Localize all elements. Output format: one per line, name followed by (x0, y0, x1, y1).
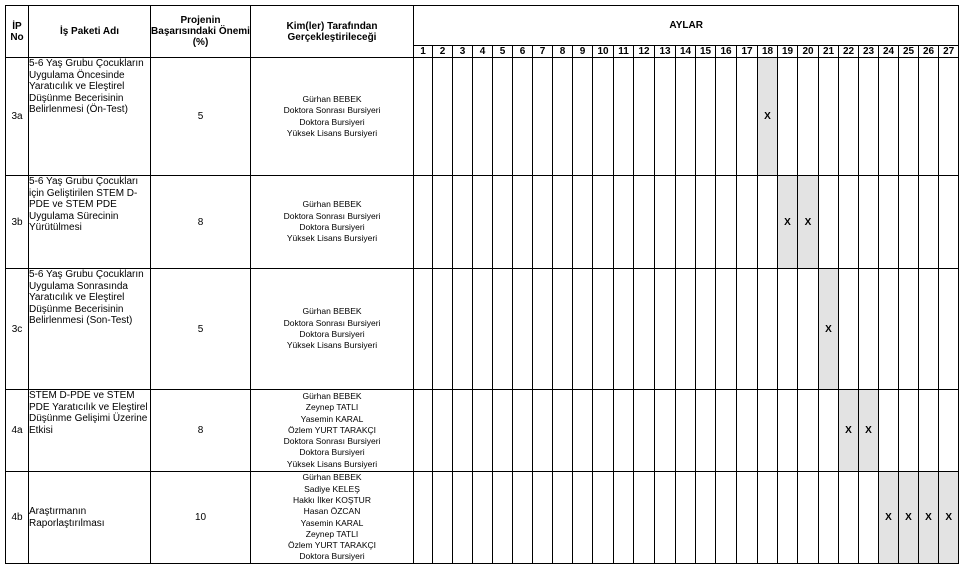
month-header-22: 22 (839, 46, 859, 58)
month-cell (839, 176, 859, 269)
responsible-person: Yasemin KARAL (300, 517, 364, 528)
header-ip-no: İP No (6, 6, 29, 58)
month-cell (716, 58, 737, 176)
month-cell (758, 390, 778, 472)
work-package-name-cell: 5-6 Yaş Grubu Çocukları için Geliştirilen STEM D-PDE ve STEM PDE Uygulama Sürecinin Yürütülmesi (29, 176, 151, 269)
responsible-person: Gürhan BEBEK (302, 93, 362, 104)
ip-no-cell: 3b (6, 176, 29, 269)
month-cell (655, 390, 676, 472)
responsible-person: Hasan ÖZCAN (303, 506, 361, 517)
month-cell (414, 390, 433, 472)
month-cell (433, 472, 453, 564)
ip-no-cell: 3c (6, 269, 29, 390)
month-cell (453, 58, 473, 176)
month-cell (414, 58, 433, 176)
month-cell (453, 269, 473, 390)
month-cell (493, 176, 513, 269)
month-mark-cell: X (778, 176, 798, 269)
ip-no-cell: 4b (6, 472, 29, 564)
responsible-cell (251, 472, 414, 564)
month-mark-cell: X (819, 269, 839, 390)
month-header-11: 11 (614, 46, 634, 58)
responsible-person: Zeynep TATLI (305, 528, 359, 539)
month-cell (573, 58, 593, 176)
header-importance: Projenin Başarısındaki Önemi (%) (151, 6, 251, 58)
header-months: AYLAR (414, 6, 959, 46)
month-cell (859, 269, 879, 390)
month-cell (593, 176, 614, 269)
month-cell (433, 390, 453, 472)
table-row (6, 58, 959, 176)
month-cell (513, 58, 533, 176)
month-cell (778, 472, 798, 564)
month-cell (676, 269, 696, 390)
month-cell (453, 176, 473, 269)
work-package-name-cell: 5-6 Yaş Grubu Çocukların Uygulama Sonrasında Yaratıcılık ve Eleştirel Düşünme Becerisinin Belirlenmesi (Son-Test) (29, 269, 151, 390)
month-cell (614, 390, 634, 472)
month-header-3: 3 (453, 46, 473, 58)
month-cell (573, 390, 593, 472)
table-row (6, 472, 959, 564)
month-cell (879, 269, 899, 390)
month-cell (899, 176, 919, 269)
month-cell (513, 472, 533, 564)
responsible-person: Yüksek Lisans Bursiyeri (286, 458, 378, 469)
month-cell (716, 390, 737, 472)
month-mark-cell: X (859, 390, 879, 472)
month-cell (939, 176, 959, 269)
month-header-17: 17 (737, 46, 758, 58)
month-cell (798, 390, 819, 472)
month-cell (696, 269, 716, 390)
responsible-person: Hakkı İlker KOŞTUR (293, 494, 371, 505)
month-cell (839, 269, 859, 390)
month-cell (453, 472, 473, 564)
month-header-2: 2 (433, 46, 453, 58)
month-cell (473, 269, 493, 390)
month-header-27: 27 (939, 46, 959, 58)
header-responsible: Kim(ler) Tarafından Gerçekleştirileceği (251, 6, 414, 58)
month-cell (919, 176, 939, 269)
month-cell (899, 390, 919, 472)
month-header-13: 13 (655, 46, 676, 58)
month-cell (716, 176, 737, 269)
responsible-person: Doktora Sonrası Bursiyeri (283, 436, 381, 447)
month-cell (614, 472, 634, 564)
month-header-8: 8 (553, 46, 573, 58)
month-cell (553, 58, 573, 176)
month-cell (778, 269, 798, 390)
month-cell (798, 472, 819, 564)
month-header-10: 10 (593, 46, 614, 58)
month-cell (655, 269, 676, 390)
month-cell (716, 269, 737, 390)
month-cell (493, 390, 513, 472)
responsible-person: Doktora Bursiyeri (299, 116, 365, 127)
work-plan-table-container (5, 5, 959, 564)
month-cell (758, 269, 778, 390)
month-cell (453, 390, 473, 472)
month-cell (696, 472, 716, 564)
month-cell (573, 176, 593, 269)
month-header-15: 15 (696, 46, 716, 58)
month-cell (553, 390, 573, 472)
month-cell (634, 176, 655, 269)
responsible-person: Zeynep TATLI (305, 402, 359, 413)
work-package-name-cell: STEM D-PDE ve STEM PDE Yaratıcılık ve Eleştirel Düşünme Gelişimi Üzerine Etkisi (29, 390, 151, 472)
month-cell (593, 58, 614, 176)
month-cell (493, 269, 513, 390)
month-cell (696, 176, 716, 269)
month-cell (879, 176, 899, 269)
responsible-person: Özlem YURT TARAKÇI (287, 540, 376, 551)
month-cell (533, 390, 553, 472)
month-mark-cell: X (879, 472, 899, 564)
importance-cell: 5 (151, 58, 251, 176)
month-cell (737, 269, 758, 390)
month-cell (533, 58, 553, 176)
month-cell (655, 58, 676, 176)
month-mark-cell: X (758, 58, 778, 176)
month-header-16: 16 (716, 46, 737, 58)
month-cell (473, 58, 493, 176)
month-cell (593, 390, 614, 472)
month-mark-cell: X (919, 472, 939, 564)
ip-no-cell: 3a (6, 58, 29, 176)
responsible-person: Doktora Sonrası Bursiyeri (283, 210, 381, 221)
month-header-21: 21 (819, 46, 839, 58)
month-cell (414, 176, 433, 269)
month-cell (414, 472, 433, 564)
month-cell (839, 472, 859, 564)
responsible-person: Gürhan BEBEK (302, 472, 362, 483)
month-header-6: 6 (513, 46, 533, 58)
month-cell (676, 390, 696, 472)
month-cell (798, 58, 819, 176)
responsible-person: Doktora Bursiyeri (299, 447, 365, 458)
month-cell (473, 390, 493, 472)
month-cell (919, 390, 939, 472)
month-header-26: 26 (919, 46, 939, 58)
work-package-name-cell: 5-6 Yaş Grubu Çocukların Uygulama Öncesinde Yaratıcılık ve Eleştirel Düşünme Becerisinin Belirlenmesi (Ön-Test) (29, 58, 151, 176)
month-cell (819, 58, 839, 176)
month-header-20: 20 (798, 46, 819, 58)
month-cell (513, 390, 533, 472)
month-cell (533, 176, 553, 269)
month-cell (473, 472, 493, 564)
month-cell (737, 390, 758, 472)
ip-no-cell: 4a (6, 390, 29, 472)
month-mark-cell: X (798, 176, 819, 269)
month-cell (737, 472, 758, 564)
month-cell (758, 176, 778, 269)
month-cell (634, 58, 655, 176)
month-cell (573, 269, 593, 390)
month-cell (634, 390, 655, 472)
month-cell (859, 176, 879, 269)
month-cell (919, 58, 939, 176)
month-header-5: 5 (493, 46, 513, 58)
month-cell (493, 472, 513, 564)
month-cell (919, 269, 939, 390)
responsible-person: Yüksek Lisans Bursiyeri (286, 127, 378, 138)
importance-cell: 10 (151, 472, 251, 564)
month-cell (859, 58, 879, 176)
month-cell (778, 390, 798, 472)
month-header-25: 25 (899, 46, 919, 58)
table-row (6, 269, 959, 390)
month-cell (493, 58, 513, 176)
month-cell (553, 472, 573, 564)
responsible-person: Yüksek Lisans Bursiyeri (286, 233, 378, 244)
month-cell (859, 472, 879, 564)
table-row (6, 176, 959, 269)
month-cell (939, 269, 959, 390)
month-mark-cell: X (839, 390, 859, 472)
month-cell (737, 176, 758, 269)
month-cell (513, 176, 533, 269)
month-header-23: 23 (859, 46, 879, 58)
month-header-9: 9 (573, 46, 593, 58)
month-cell (737, 58, 758, 176)
month-cell (939, 58, 959, 176)
month-cell (696, 390, 716, 472)
month-mark-cell: X (939, 472, 959, 564)
month-cell (513, 269, 533, 390)
month-header-14: 14 (676, 46, 696, 58)
month-cell (593, 472, 614, 564)
month-cell (533, 472, 553, 564)
month-cell (716, 472, 737, 564)
responsible-person: Gürhan BEBEK (302, 390, 362, 401)
month-cell (879, 58, 899, 176)
responsible-person: Doktora Bursiyeri (299, 222, 365, 232)
month-cell (553, 176, 573, 269)
month-cell (614, 58, 634, 176)
responsible-person: Doktora Sonrası Bursiyeri (283, 317, 381, 328)
responsible-cell (251, 176, 414, 269)
month-cell (634, 472, 655, 564)
month-cell (899, 269, 919, 390)
month-header-4: 4 (473, 46, 493, 58)
header-work-package-name: İş Paketi Adı (29, 6, 151, 58)
month-cell (634, 269, 655, 390)
month-cell (899, 58, 919, 176)
month-cell (593, 269, 614, 390)
month-cell (819, 176, 839, 269)
month-mark-cell: X (899, 472, 919, 564)
responsible-cell (251, 58, 414, 176)
work-plan-table (5, 5, 959, 564)
responsible-person: Doktora Bursiyeri (299, 551, 365, 562)
month-cell (839, 58, 859, 176)
month-cell (433, 58, 453, 176)
month-header-19: 19 (778, 46, 798, 58)
month-cell (939, 390, 959, 472)
month-cell (676, 58, 696, 176)
month-header-12: 12 (634, 46, 655, 58)
month-cell (614, 269, 634, 390)
month-cell (553, 269, 573, 390)
month-cell (655, 176, 676, 269)
work-package-name-cell: Araştırmanın Raporlaştırılması (29, 472, 151, 564)
month-cell (778, 58, 798, 176)
responsible-person: Gürhan BEBEK (302, 199, 362, 210)
responsible-person: Özlem YURT TARAKÇI (287, 424, 376, 435)
month-header-24: 24 (879, 46, 899, 58)
responsible-person: Doktora Sonrası Bursiyeri (283, 105, 381, 116)
month-cell (819, 472, 839, 564)
month-cell (533, 269, 553, 390)
responsible-person: Doktora Bursiyeri (299, 329, 365, 339)
month-cell (676, 176, 696, 269)
importance-cell: 8 (151, 390, 251, 472)
table-row (6, 390, 959, 472)
month-cell (573, 472, 593, 564)
responsible-person: Yasemin KARAL (300, 413, 364, 424)
month-cell (655, 472, 676, 564)
responsible-cell (251, 390, 414, 472)
month-cell (473, 176, 493, 269)
month-cell (819, 390, 839, 472)
month-header-1: 1 (414, 46, 433, 58)
month-cell (696, 58, 716, 176)
month-cell (433, 269, 453, 390)
responsible-person: Sadiye KELEŞ (304, 483, 360, 494)
importance-cell: 5 (151, 269, 251, 390)
month-header-7: 7 (533, 46, 553, 58)
month-cell (433, 176, 453, 269)
responsible-person: Yüksek Lisans Bursiyeri (286, 340, 378, 351)
month-cell (676, 472, 696, 564)
month-cell (414, 269, 433, 390)
month-header-18: 18 (758, 46, 778, 58)
month-cell (879, 390, 899, 472)
responsible-cell (251, 269, 414, 390)
importance-cell: 8 (151, 176, 251, 269)
responsible-person: Gürhan BEBEK (302, 306, 362, 317)
month-cell (614, 176, 634, 269)
month-cell (798, 269, 819, 390)
month-cell (758, 472, 778, 564)
